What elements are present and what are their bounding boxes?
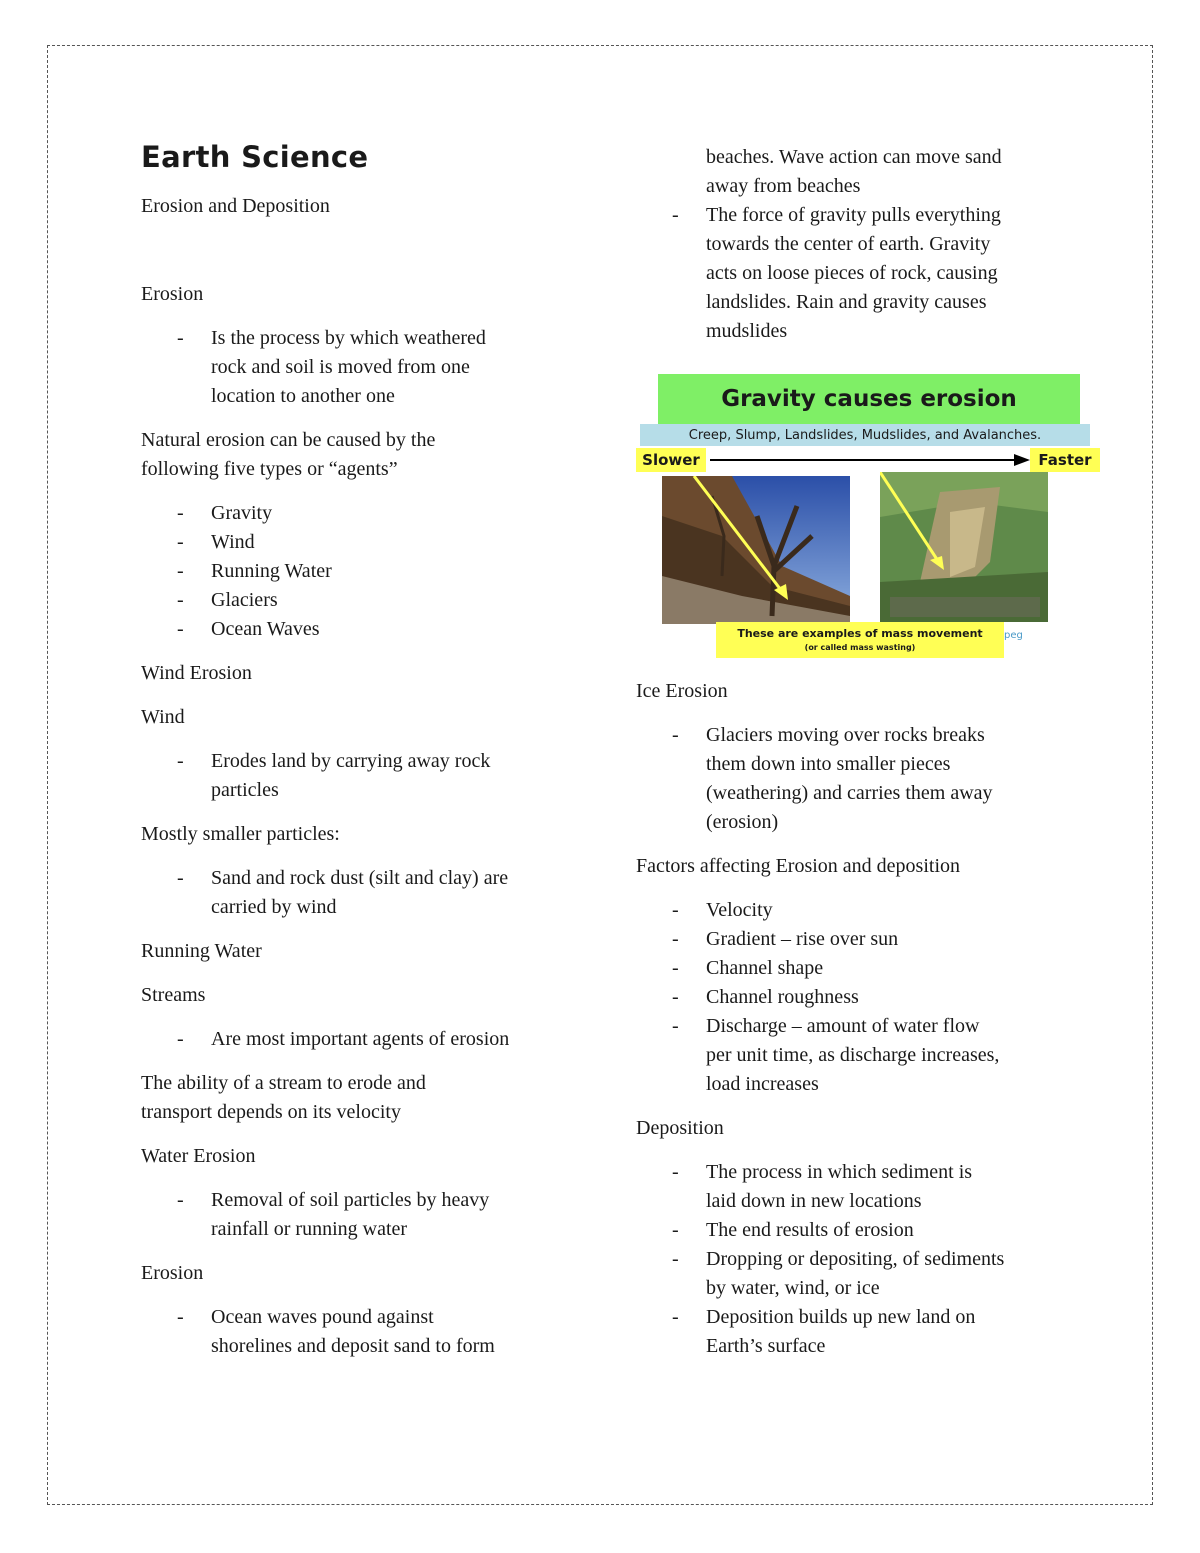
- list-item: - Ocean Waves: [141, 615, 581, 644]
- streams-list: [141, 1025, 581, 1054]
- list-item: - Deposition builds up new land on Earth’s surface: [636, 1303, 1076, 1361]
- natural-erosion-paragraph: Natural erosion can be caused by the following five types or “agents”: [141, 429, 436, 480]
- streams-heading: Streams: [141, 984, 206, 1006]
- wind-heading: Wind: [141, 706, 185, 728]
- erosion-definition-list: [141, 324, 581, 411]
- left-column: [141, 140, 581, 1376]
- wind-erosion-heading: Wind Erosion: [141, 662, 252, 684]
- figure-caption: These are examples of mass movement (or called mass wasting): [716, 622, 1004, 658]
- list-item: - Ocean waves pound against shorelines and deposit sand to form: [141, 1303, 581, 1361]
- deposition-heading: Deposition: [636, 1117, 724, 1139]
- right-column: [636, 143, 1092, 1376]
- landslide-photo: [880, 472, 1048, 622]
- list-item: - Removal of soil particles by heavy rainfall or running water: [141, 1186, 581, 1244]
- list-item: - Glaciers: [141, 586, 581, 615]
- factors-list: [636, 896, 1076, 1099]
- list-item: - Velocity: [636, 896, 1076, 925]
- creep-photo: [662, 476, 850, 624]
- list-item: - Is the process by which weathered rock and soil is moved from one location to another one: [141, 324, 581, 411]
- faster-label: Faster: [1030, 448, 1100, 472]
- list-item: - The end results of erosion: [636, 1216, 1076, 1245]
- list-item: - Erodes land by carrying away rock particles: [141, 747, 581, 805]
- document-title: Earth Science: [141, 140, 369, 174]
- water-erosion-heading: Water Erosion: [141, 1145, 256, 1167]
- list-item: - Sand and rock dust (silt and clay) are carried by wind: [141, 864, 581, 922]
- list-item: - The force of gravity pulls everything towards the center of earth. Gravity acts on loose pieces of rock, causing landslides. Rain and gravity causes mudslides: [636, 201, 1076, 346]
- list-item: - Gradient – rise over sun: [636, 925, 1076, 954]
- gravity-erosion-figure: [636, 374, 1102, 659]
- list-item: - Channel shape: [636, 954, 1076, 983]
- list-item: - Are most important agents of erosion: [141, 1025, 581, 1054]
- running-water-heading: Running Water: [141, 940, 262, 962]
- wind-list: [141, 747, 581, 805]
- erosion-heading-2: Erosion: [141, 1262, 204, 1284]
- ice-erosion-list: [636, 721, 1076, 837]
- mostly-heading: Mostly smaller particles:: [141, 823, 340, 845]
- list-item-continued: beaches. Wave action can move sand away from beaches: [706, 146, 1002, 197]
- list-item: - Wind: [141, 528, 581, 557]
- ocean-waves-list: [141, 1303, 581, 1361]
- list-item: - Discharge – amount of water flow per unit time, as discharge increases, load increases: [636, 1012, 1076, 1099]
- document-subtitle: Erosion and Deposition: [141, 195, 330, 217]
- stream-ability-paragraph: The ability of a stream to erode and transport depends on its velocity: [141, 1072, 426, 1123]
- ocean-waves-continued: [636, 143, 1076, 346]
- list-item: - Running Water: [141, 557, 581, 586]
- slower-label: Slower: [636, 448, 706, 472]
- agents-list: [141, 499, 581, 644]
- figure-subtitle: Creep, Slump, Landslides, Mudslides, and Avalanches.: [640, 424, 1090, 446]
- factors-heading: Factors affecting Erosion and deposition: [636, 855, 961, 877]
- list-item: - Glaciers moving over rocks breaks them down into smaller pieces (weathering) and carries them away (erosion): [636, 721, 1076, 837]
- figure-watermark: peg: [1004, 630, 1023, 641]
- mostly-list: [141, 864, 581, 922]
- list-item: - Gravity: [141, 499, 581, 528]
- ice-erosion-heading: Ice Erosion: [636, 680, 728, 702]
- speed-arrow-icon: [708, 452, 1030, 468]
- figure-title: Gravity causes erosion: [658, 374, 1080, 424]
- water-erosion-list: [141, 1186, 581, 1244]
- list-item: - Dropping or depositing, of sediments by water, wind, or ice: [636, 1245, 1076, 1303]
- erosion-heading: Erosion: [141, 283, 204, 305]
- deposition-list: [636, 1158, 1076, 1361]
- list-item: - Channel roughness: [636, 983, 1076, 1012]
- list-item: - The process in which sediment is laid down in new locations: [636, 1158, 1076, 1216]
